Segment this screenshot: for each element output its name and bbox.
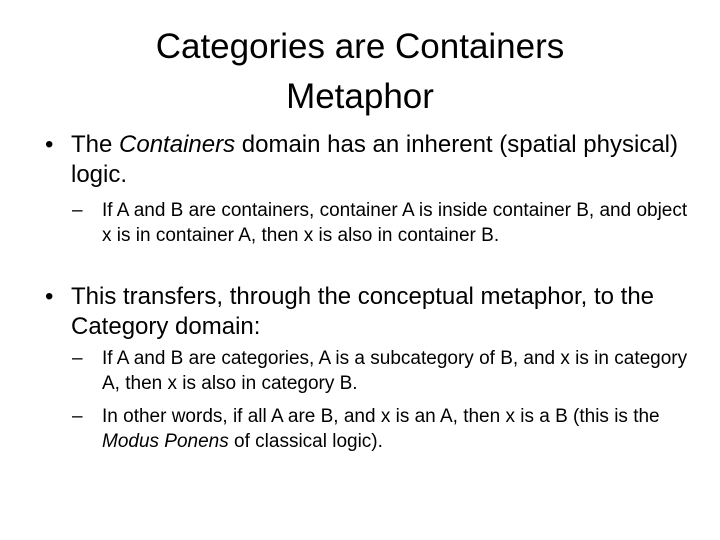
sub-bullet-text-pre: In other words, if all A are B, and x is an A, then x is a B (this is the <box>102 406 660 427</box>
sub-bullet-text <box>102 404 692 454</box>
sub-bullet-marker: – <box>72 348 83 369</box>
sub-bullet-text: If A and B are categories, A is a subcategory of B, and x is in category A, then x is also in category B. <box>102 348 688 394</box>
sub-bullet-category-rule <box>72 346 692 396</box>
sub-bullet-text: If A and B are containers, container A is inside container B, and object x is in container A, then x is also in container B. <box>102 200 688 246</box>
slide-title <box>60 22 660 122</box>
sub-bullet-text-emphasis: Modus Ponens <box>102 431 229 452</box>
slide-title-line-1: Categories are Containers <box>155 27 565 66</box>
sub-bullet-marker: – <box>72 406 83 427</box>
bullet-text <box>71 130 695 190</box>
sub-bullet-marker: – <box>72 200 83 221</box>
sub-bullet-text-post: of classical logic). <box>228 431 383 452</box>
sub-bullet-containers-rule <box>72 198 692 248</box>
bullet-text: This transfers, through the conceptual metaphor, to the Category domain: <box>71 283 655 340</box>
bullet-metaphor-transfer <box>45 282 695 342</box>
slide-title-line-2: Metaphor <box>286 77 434 116</box>
bullet-marker: • <box>45 131 54 158</box>
bullet-text-emphasis: Containers <box>119 131 236 158</box>
bullet-containers-domain <box>45 130 695 190</box>
bullet-text-pre: The <box>71 131 120 158</box>
sub-bullet-modus-ponens <box>72 404 692 454</box>
bullet-marker: • <box>45 283 54 310</box>
bullet-text-post: domain has an inherent (spatial physical) logic. <box>71 131 679 188</box>
